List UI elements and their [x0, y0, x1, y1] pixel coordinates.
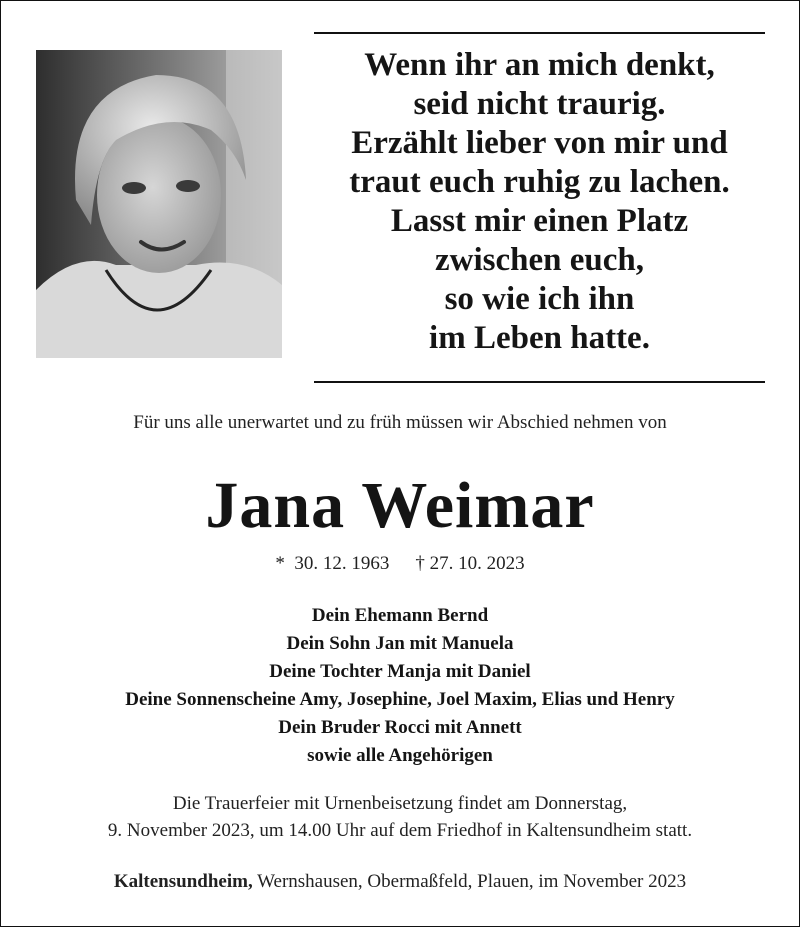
deceased-name: Jana Weimar: [205, 469, 595, 542]
family-line: Dein Sohn Jan mit Manuela: [286, 633, 514, 654]
poem-top-rule: [314, 32, 765, 34]
family-list: [0, 602, 800, 770]
birth-symbol: *: [275, 553, 285, 574]
poem-line: Lasst mir einen Platz: [390, 203, 689, 239]
funeral-info: [0, 790, 800, 844]
closing-rest: Wernshausen, Obermaßfeld, Plauen, im November 2023: [252, 871, 687, 892]
family-line: Dein Bruder Rocci mit Annett: [278, 717, 522, 738]
family-line: Dein Ehemann Bernd: [311, 605, 489, 626]
death-symbol: †: [415, 553, 425, 574]
poem-line: traut euch ruhig zu lachen.: [349, 164, 730, 200]
portrait-photo: [36, 50, 282, 358]
poem-line: zwischen euch,: [435, 242, 644, 278]
poem-line: Wenn ihr an mich denkt,: [364, 47, 715, 83]
poem-line: im Leben hatte.: [429, 320, 650, 356]
intro-text: Für uns alle unerwartet und zu früh müssen wir Abschied nehmen von: [133, 412, 667, 433]
family-line: Deine Sonnenscheine Amy, Josephine, Joel Maxim, Elias und Henry: [125, 689, 675, 710]
funeral-line: 9. November 2023, um 14.00 Uhr auf dem Friedhof in Kaltensundheim statt.: [107, 820, 693, 841]
life-dates: [0, 553, 800, 575]
poem-line: Erzählt lieber von mir und: [351, 125, 728, 161]
closing-place: Kaltensundheim,: [113, 871, 253, 892]
birth-date: 30. 12. 1963: [294, 553, 390, 574]
poem-bottom-rule: [314, 381, 765, 383]
funeral-line: Die Trauerfeier mit Urnenbeisetzung findet am Donnerstag,: [172, 793, 628, 814]
poem-line: so wie ich ihn: [444, 281, 635, 317]
family-line: sowie alle Angehörigen: [307, 745, 493, 766]
poem-block: [314, 46, 765, 358]
poem-line: seid nicht traurig.: [413, 86, 666, 122]
death-date: 27. 10. 2023: [429, 553, 525, 574]
family-line: Deine Tochter Manja mit Daniel: [269, 661, 531, 682]
portrait-image: [36, 50, 282, 358]
closing-line: [0, 871, 800, 893]
